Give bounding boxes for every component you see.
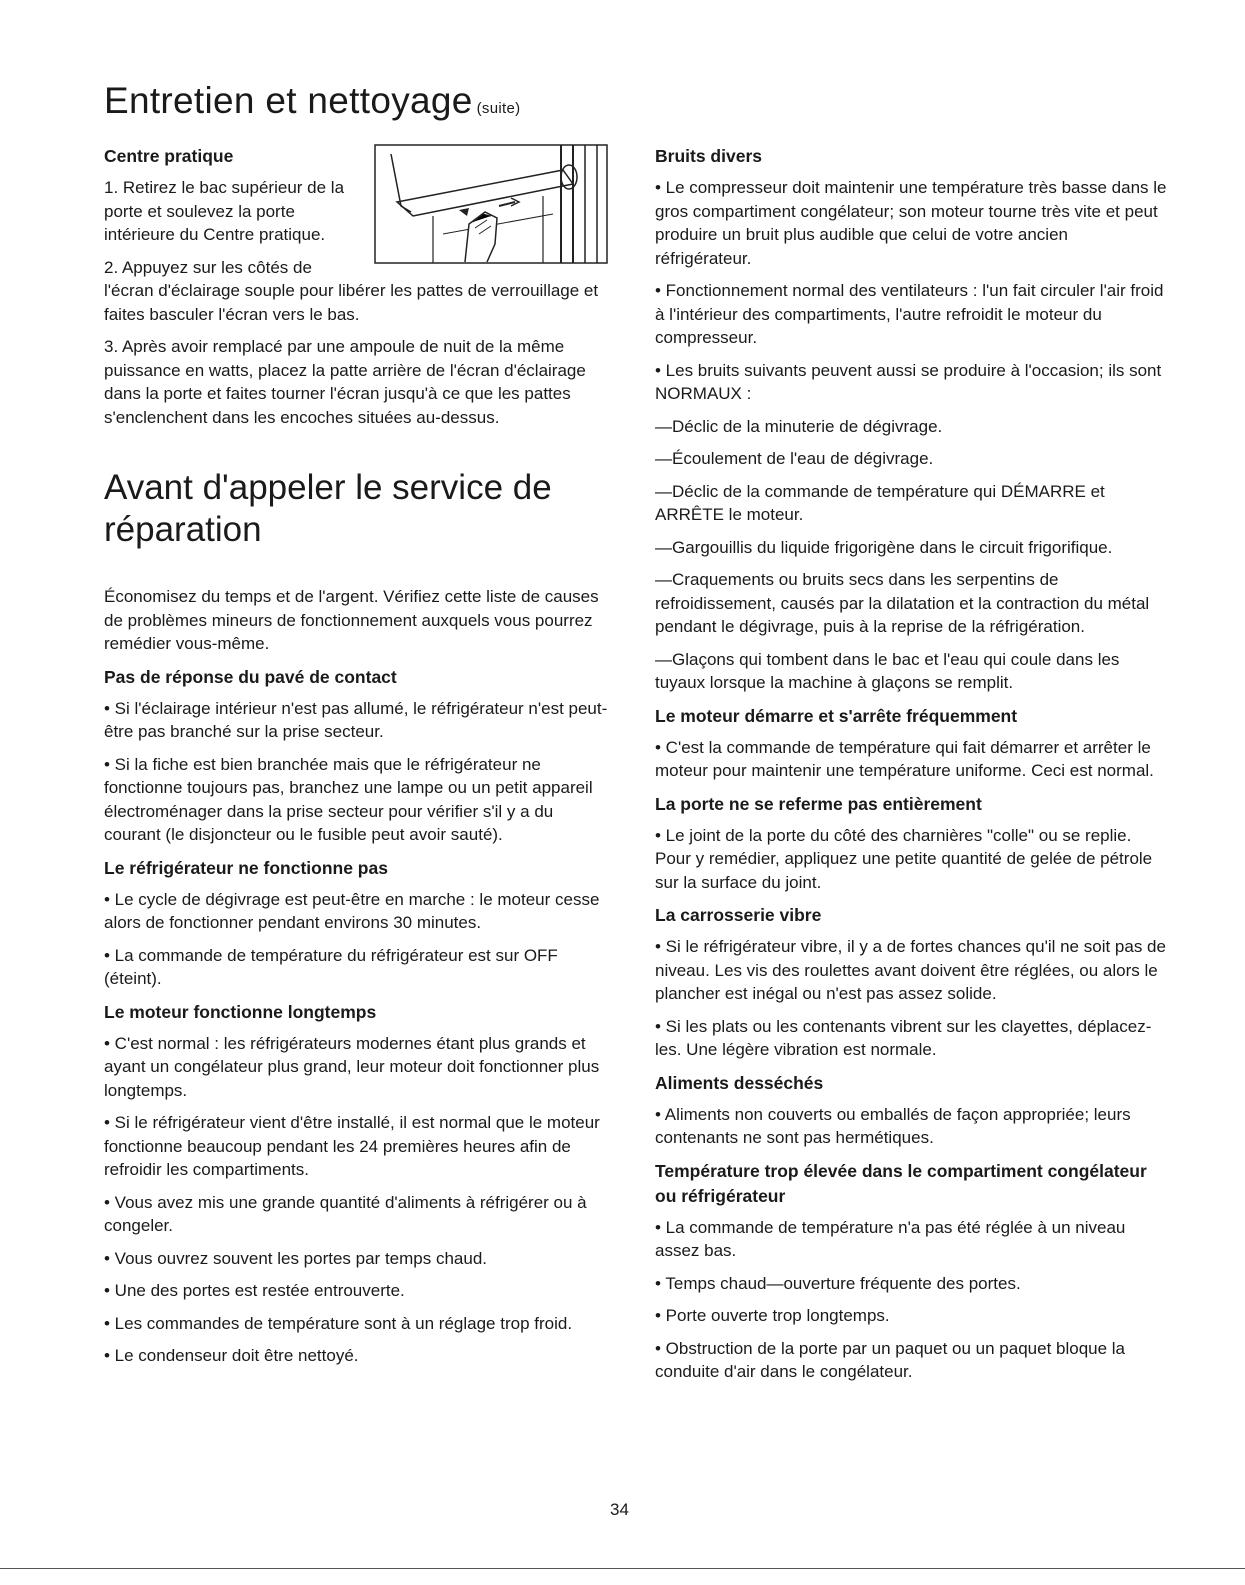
right-column: [655, 144, 1167, 1393]
service-heading: Avant d'appeler le service de réparation: [104, 468, 552, 549]
right-sections: [655, 144, 1167, 1384]
section-item: • Les bruits suivants peuvent aussi se produire à l'occasion; ils sont NORMAUX :: [655, 360, 1162, 403]
section-item: —Gargouillis du liquide frigorigène dans le circuit frigorifique.: [655, 537, 1113, 557]
section-heading: Pas de réponse du pavé de contact: [104, 666, 397, 687]
step-2: 2. Appuyez sur les côtés de l'écran d'éclairage souple pour libérer les pattes de verrouillage et faites basculer l'écran vers le bas.: [104, 257, 599, 324]
section-item: • Si la fiche est bien branchée mais que le réfrigérateur ne fonctionne toujours pas, branchez une lampe ou un petit appareil électroménager dans la prise secteur pour vérifier s'il y a du courant (le disjoncteur ou le fusible peut avoir sauté).: [104, 754, 593, 844]
section-item: —Déclic de la commande de température qui DÉMARRE et ARRÊTE le moteur.: [655, 481, 1105, 524]
section-item: —Écoulement de l'eau de dégivrage.: [655, 449, 934, 468]
section-item: • Obstruction de la porte par un paquet ou un paquet bloque la conduite d'air dans le congélateur.: [655, 1338, 1126, 1381]
section-item: —Glaçons qui tombent dans le bac et l'eau qui coule dans les tuyaux lorsque la machine à glaçons se remplit.: [655, 649, 1120, 692]
section-item: • Temps chaud—ouverture fréquente des portes.: [655, 1273, 1021, 1293]
section-heading: Bruits divers: [655, 146, 762, 166]
page-title-suffix: (suite): [476, 100, 521, 117]
section-item: • Le joint de la porte du côté des charnières "colle" ou se replie. Pour y remédier, appliquez une petite quantité de gelée de pétrole sur la surface du joint.: [655, 825, 1153, 892]
page-title: [104, 80, 520, 122]
left-column: [104, 144, 609, 1377]
section-item: • Les commandes de température sont à un réglage trop froid.: [104, 1313, 573, 1333]
section-heading: Le réfrigérateur ne fonctionne pas: [104, 857, 388, 878]
bottom-rule: [0, 1568, 1245, 1569]
section-heading: Le moteur démarre et s'arrête fréquemment: [655, 705, 1018, 726]
section-heading: La porte ne se referme pas entièrement: [655, 793, 982, 814]
section-heading: Le moteur fonctionne longtemps: [104, 1001, 377, 1022]
centre-pratique-illustration: [373, 144, 609, 264]
section-item: —Déclic de la minuterie de dégivrage.: [655, 416, 943, 436]
section-item: • C'est la commande de température qui fait démarrer et arrêter le moteur pour maintenir une température uniforme. Ceci est normal.: [655, 737, 1154, 780]
section-item: • La commande de température du réfrigérateur est sur OFF (éteint).: [104, 945, 558, 988]
intro-paragraph: Économisez du temps et de l'argent. Vérifiez cette liste de causes de problèmes mineurs de fonctionnement auxquels vous pourrez remédier vous-même.: [104, 587, 599, 653]
section-item: • Si le réfrigérateur vient d'être installé, il est normal que le moteur fonctionne beaucoup pendant les 24 premières heures afin de refroidir les compartiments.: [104, 1113, 600, 1179]
step-1: 1. Retirez le bac supérieur de la porte et soulevez la porte intérieure du Centre pratique.: [104, 178, 345, 244]
section-item: • Aliments non couverts ou emballés de façon appropriée; leurs contenants ne sont pas hermétiques.: [655, 1104, 1131, 1147]
page-title-text: Entretien et nettoyage: [104, 80, 473, 121]
page-number: 34: [610, 1500, 629, 1519]
centre-pratique-heading: Centre pratique: [104, 146, 234, 166]
section-heading: La carrosserie vibre: [655, 905, 822, 925]
section-item: • Si l'éclairage intérieur n'est pas allumé, le réfrigérateur n'est peut-être pas branché sur la prise secteur.: [104, 698, 608, 741]
section-item: • C'est normal : les réfrigérateurs modernes étant plus grands et ayant un congélateur plus grand, leur moteur doit fonctionner plus longtemps.: [104, 1033, 600, 1100]
section-item: • La commande de température n'a pas été réglée à un niveau assez bas.: [655, 1217, 1126, 1260]
section-item: • Une des portes est restée entrouverte.: [104, 1281, 405, 1300]
section-heading: Température trop élevée dans le compartiment congélateur ou réfrigérateur: [655, 1160, 1147, 1206]
section-item: • Le compresseur doit maintenir une température très basse dans le gros compartiment congélateur; son moteur tourne très vite et peut produire un bruit plus audible que celui de votre ancien réfrigérateur.: [655, 178, 1167, 268]
step-3: 3. Après avoir remplacé par une ampoule de nuit de la même puissance en watts, placez la patte arrière de l'écran d'éclairage dans la porte et faites tourner l'écran jusqu'à ce que les pattes s'enclenchent dans les encoches situées au-dessus.: [104, 337, 586, 427]
section-item: —Craquements ou bruits secs dans les serpentins de refroidissement, causés par la dilatation et la contraction du métal pendant le dégivrage, puis à la reprise de la réfrigération.: [655, 570, 1150, 636]
section-item: • Vous ouvrez souvent les portes par temps chaud.: [104, 1248, 487, 1268]
section-item: • Le cycle de dégivrage est peut-être en marche : le moteur cesse alors de fonctionner pendant environs 30 minutes.: [104, 889, 600, 932]
section-heading: Aliments desséchés: [655, 1072, 824, 1093]
section-item: • Fonctionnement normal des ventilateurs : l'un fait circuler l'air froid à l'intérieur des compartiments, l'autre refroidit le moteur du compresseur.: [655, 281, 1164, 347]
section-item: • Si le réfrigérateur vibre, il y a de fortes chances qu'il ne soit pas de niveau. Les vis des roulettes avant doivent être réglées, ou alors le plancher est inégal ou n'est pas assez solide.: [655, 937, 1166, 1003]
section-item: • Porte ouverte trop longtemps.: [655, 1306, 890, 1325]
left-sections: [104, 665, 609, 1368]
section-item: • Vous avez mis une grande quantité d'aliments à réfrigérer ou à congeler.: [104, 1192, 587, 1235]
section-item: • Le condenseur doit être nettoyé.: [104, 1346, 359, 1365]
section-item: • Si les plats ou les contenants vibrent sur les clayettes, déplacez-les. Une légère vibration est normale.: [655, 1016, 1152, 1059]
